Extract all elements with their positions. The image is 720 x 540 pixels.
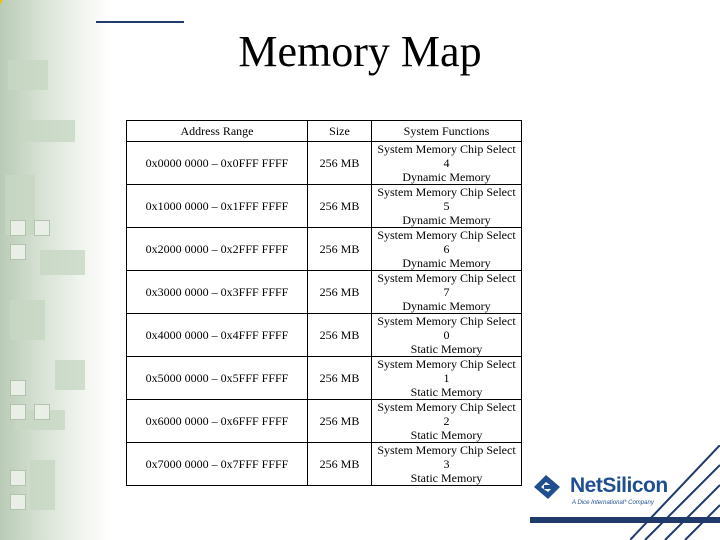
function-line: System Memory Chip Select 2 [377, 400, 516, 428]
page-title: Memory Map [238, 27, 482, 76]
system-function-cell [372, 228, 522, 271]
function-line: System Memory Chip Select 4 [377, 142, 516, 170]
table-row [127, 400, 522, 443]
header-address-range: Address Range [127, 121, 308, 142]
logo-tagline: A Dice International* Company [572, 500, 654, 506]
system-function-cell [372, 142, 522, 185]
memory-type: Dynamic Memory [402, 213, 491, 227]
corner-stripes-decoration [630, 445, 720, 540]
address-range-cell: 0x3000 0000 – 0x3FFF FFFF [127, 271, 308, 314]
size-cell: 256 MB [308, 357, 372, 400]
netsilicon-logo-icon [530, 473, 564, 501]
size-cell: 256 MB [308, 185, 372, 228]
system-function-cell [372, 400, 522, 443]
top-rule [96, 21, 184, 23]
table-row [127, 314, 522, 357]
address-range-cell: 0x6000 0000 – 0x6FFF FFFF [127, 400, 308, 443]
memory-type: Static Memory [410, 342, 483, 356]
table-row [127, 142, 522, 185]
function-line: System Memory Chip Select 6 [377, 228, 516, 256]
address-range-cell: 0x7000 0000 – 0x7FFF FFFF [127, 443, 308, 486]
function-line: System Memory Chip Select 7 [377, 271, 516, 299]
header-system-functions: System Functions [372, 121, 522, 142]
size-cell: 256 MB [308, 400, 372, 443]
table-row [127, 228, 522, 271]
memory-map-table [126, 120, 522, 486]
header-size: Size [308, 121, 372, 142]
address-range-cell: 0x4000 0000 – 0x4FFF FFFF [127, 314, 308, 357]
memory-type: Static Memory [410, 471, 483, 485]
memory-type: Static Memory [410, 385, 483, 399]
function-line: System Memory Chip Select 0 [377, 314, 516, 342]
table-header-row [127, 121, 522, 142]
logo-name: NetSilicon [570, 474, 668, 497]
size-cell: 256 MB [308, 314, 372, 357]
table-row [127, 357, 522, 400]
function-line: System Memory Chip Select 3 [377, 443, 516, 471]
size-cell: 256 MB [308, 142, 372, 185]
address-range-cell: 0x2000 0000 – 0x2FFF FFFF [127, 228, 308, 271]
address-range-cell: 0x1000 0000 – 0x1FFF FFFF [127, 185, 308, 228]
left-circuit-decoration [0, 0, 110, 540]
size-cell: 256 MB [308, 443, 372, 486]
table-row [127, 443, 522, 486]
memory-type: Dynamic Memory [402, 256, 491, 270]
system-function-cell [372, 357, 522, 400]
function-line: System Memory Chip Select 1 [377, 357, 516, 385]
memory-type: Dynamic Memory [402, 299, 491, 313]
function-line: System Memory Chip Select 5 [377, 185, 516, 213]
size-cell: 256 MB [308, 228, 372, 271]
address-range-cell: 0x5000 0000 – 0x5FFF FFFF [127, 357, 308, 400]
system-function-cell [372, 314, 522, 357]
table-row [127, 185, 522, 228]
address-range-cell: 0x0000 0000 – 0x0FFF FFFF [127, 142, 308, 185]
memory-type: Dynamic Memory [402, 170, 491, 184]
memory-type: Static Memory [410, 428, 483, 442]
system-function-cell [372, 443, 522, 486]
system-function-cell [372, 185, 522, 228]
size-cell: 256 MB [308, 271, 372, 314]
table-row [127, 271, 522, 314]
system-function-cell [372, 271, 522, 314]
